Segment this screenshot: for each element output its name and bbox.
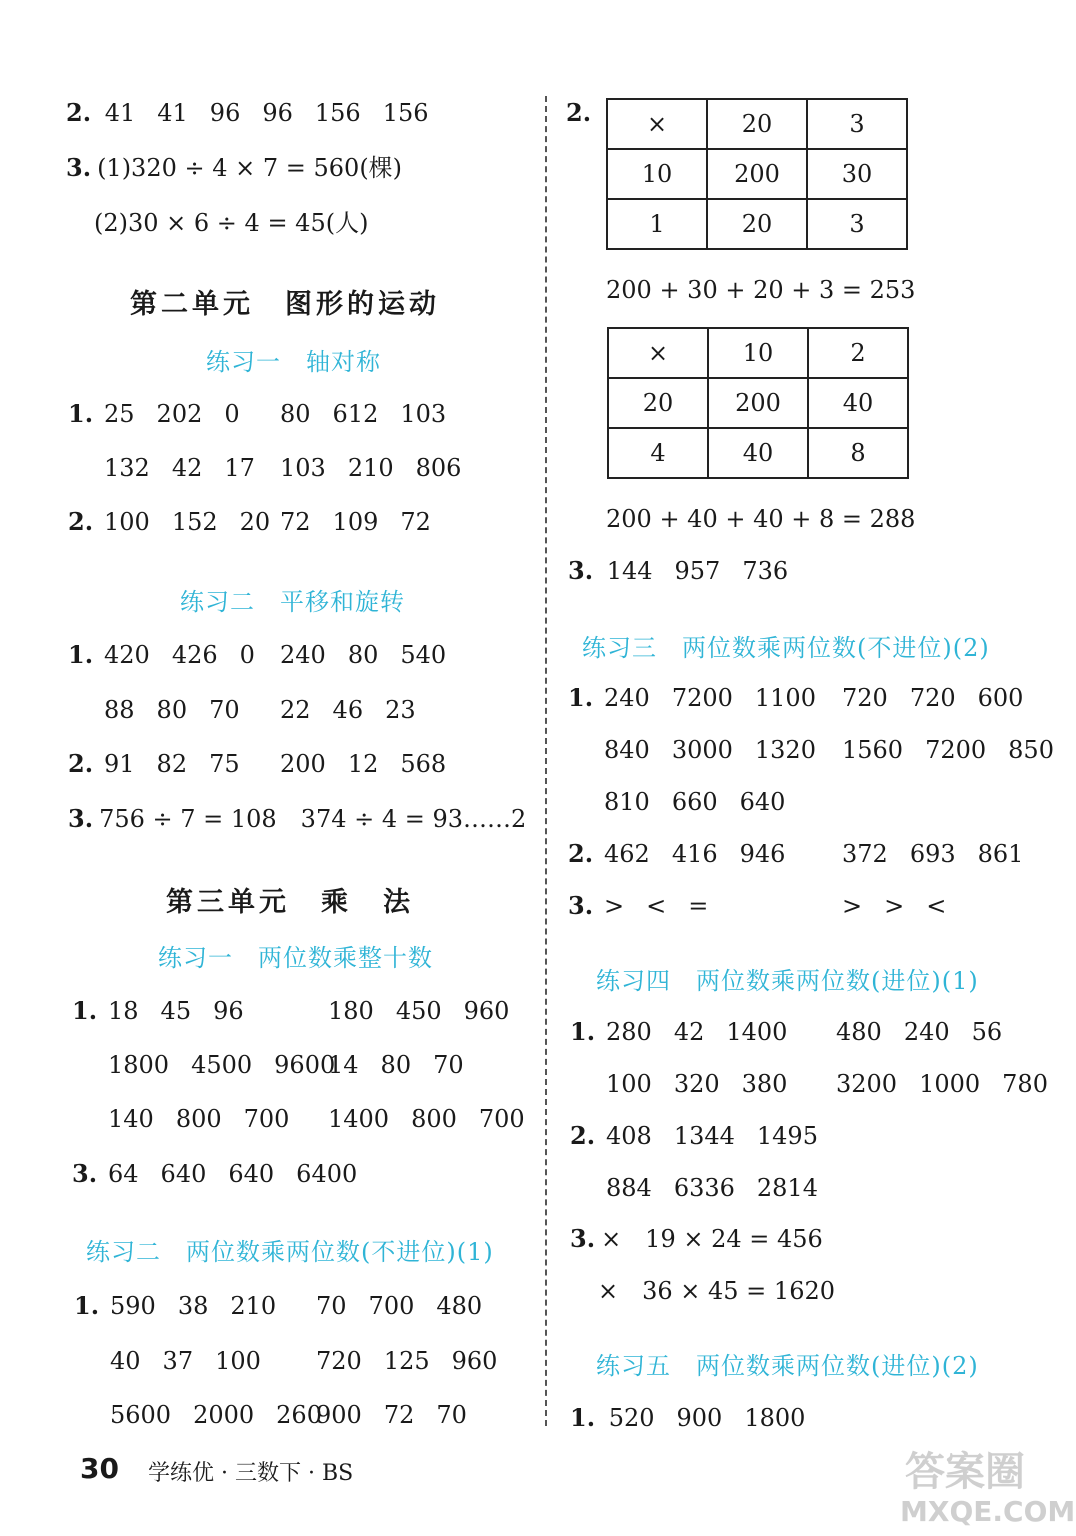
answer-group-b (842, 684, 1045, 712)
answer-value: 568 (400, 750, 447, 778)
answer-value: 200 (280, 750, 326, 778)
answer-value: 22 (280, 696, 311, 724)
answer-group-a (110, 1346, 316, 1376)
table-cell: 20 (707, 99, 807, 149)
answer-value: 100 (104, 508, 150, 536)
table-row (607, 199, 907, 249)
answer-value: 210 (347, 454, 394, 482)
answer-group-b (328, 1105, 547, 1133)
question-number: 1. (72, 996, 98, 1025)
answer-value: 70 (209, 696, 240, 724)
answer-group-b (328, 997, 531, 1025)
table-cell: 40 (708, 428, 808, 478)
answer-row (570, 1173, 836, 1203)
multiplication-table-1 (606, 98, 908, 250)
answer-value: 1800 (744, 1404, 806, 1432)
answer-value: 17 (224, 454, 255, 482)
table-cell: × (608, 328, 708, 378)
u2-section2-q3: 3. 756 ÷ 7 = 108 374 ÷ 4 = 93……2 (68, 804, 527, 833)
answer-value: 80 (347, 641, 379, 669)
answer-group-b (280, 454, 483, 482)
answer-value: 80 (280, 400, 311, 428)
answer-value: 75 (209, 750, 240, 778)
answer-group-a (604, 891, 842, 921)
answer-group-a (104, 749, 280, 779)
answer-group-a (604, 735, 842, 765)
answer-value: 806 (415, 454, 462, 482)
answer-value: 140 (108, 1105, 154, 1133)
table-cell: 2 (808, 328, 908, 378)
equation-1: 200 + 30 + 20 + 3 = 253 (606, 276, 916, 304)
question-number: 1. (68, 399, 94, 428)
answer-group-b (280, 641, 468, 669)
answer-row (74, 1346, 519, 1376)
answer-group-a (104, 507, 280, 537)
answer-value: 100 (215, 1347, 261, 1375)
left-q3-part1: 3. (1)320 ÷ 4 × 7 = 560(棵) (66, 153, 403, 182)
section4-q3-part2: × 36 × 45 = 1620 (598, 1277, 835, 1305)
answer-value: 612 (332, 400, 379, 428)
answer-value: 660 (671, 788, 718, 816)
answer-value: 96 (209, 99, 241, 127)
equation-2: 200 + 40 + 40 + 8 = 288 (606, 505, 916, 533)
answer-value: 25 (104, 400, 135, 428)
answer-group-a (606, 1069, 836, 1099)
answer-value: 700 (368, 1292, 415, 1320)
section4-title: 练习四 两位数乘两位数(进位)(1) (596, 967, 979, 995)
answer-value: 960 (451, 1347, 498, 1375)
answer-row (68, 507, 453, 537)
right-q3: 3. 144 957 736 (568, 556, 789, 585)
answer-value: 408 (606, 1122, 652, 1150)
answer-value: 640 (160, 1160, 207, 1188)
answer-value: 103 (280, 454, 326, 482)
answer-value: 96 (262, 99, 293, 127)
answer-group-b (836, 1070, 1070, 1098)
multiplication-table-2 (607, 327, 909, 479)
answer-value: 91 (104, 750, 135, 778)
answer-value: 82 (156, 750, 188, 778)
answer-value: 280 (606, 1018, 652, 1046)
answer-group-b (836, 1018, 1024, 1046)
answer-group-a (104, 399, 280, 429)
answer-value: 800 (175, 1105, 222, 1133)
answer-value: 18 (108, 997, 139, 1025)
table-cell: 20 (608, 378, 708, 428)
u3-section1-title: 练习一 两位数乘整十数 (158, 944, 433, 972)
answer-value: 861 (977, 840, 1024, 868)
section3-title: 练习三 两位数乘两位数(不进位)(2) (582, 634, 990, 662)
answer-value: 1495 (756, 1122, 818, 1150)
table-row (608, 428, 908, 478)
answer-value: 210 (230, 1292, 277, 1320)
answer-value: 4500 (191, 1051, 253, 1079)
answer-group-b (280, 750, 468, 778)
answer-group-a (108, 1050, 336, 1080)
answer-value: 144 (606, 557, 653, 585)
answer-value: 720 (842, 684, 888, 712)
answer-value: 38 (177, 1292, 209, 1320)
answer-value: 42 (171, 454, 203, 482)
answer-value: 0 (224, 400, 240, 428)
answer-group-a (104, 695, 280, 725)
answer-value: 320 (673, 1070, 720, 1098)
unit2-title: 第二单元 图形的运动 (130, 289, 440, 320)
answer-value: 1000 (919, 1070, 981, 1098)
answer-value: 45 (160, 997, 192, 1025)
table-cell: 40 (808, 378, 908, 428)
answer-value: 380 (741, 1070, 788, 1098)
answer-value: 103 (400, 400, 447, 428)
answer-group-b (328, 1051, 486, 1079)
answer-value: 20 (239, 508, 271, 536)
answer-value: 72 (400, 508, 431, 536)
answer-group-a (606, 1121, 836, 1151)
answer-row (570, 1069, 1070, 1099)
answer-value: 2814 (756, 1174, 818, 1202)
book-title: 学练优 · 三数下 · BS (148, 1461, 354, 1486)
answer-value: 80 (156, 696, 188, 724)
question-number: 1. (570, 1017, 596, 1046)
answer-value: 9600 (274, 1051, 336, 1079)
answer-group-a (606, 1017, 836, 1047)
answer-value: 450 (395, 997, 442, 1025)
answer-value: 780 (1002, 1070, 1048, 1098)
answer-value: 70 (316, 1292, 347, 1320)
answer-value: 1344 (673, 1122, 735, 1150)
u2-section1-title: 练习一 轴对称 (206, 348, 381, 376)
answer-value: 900 (676, 1404, 723, 1432)
answer-value: 41 (104, 99, 136, 127)
answer-value: 42 (673, 1018, 705, 1046)
answer-group-a (604, 787, 842, 817)
answer-row (74, 1400, 489, 1430)
answer-value: 260 (276, 1401, 322, 1429)
answer-value: 720 (316, 1347, 362, 1375)
answer-value: 736 (742, 557, 789, 585)
answer-value: 462 (604, 840, 650, 868)
table-cell: × (607, 99, 707, 149)
page-number: 30 (80, 1452, 119, 1485)
answer-group-a (110, 1400, 322, 1430)
answer-value: 1100 (754, 684, 816, 712)
answer-value: 37 (162, 1347, 194, 1375)
answer-value: < (646, 892, 667, 920)
answer-row (570, 1121, 836, 1151)
answer-group-b (280, 400, 468, 428)
answer-row (72, 996, 531, 1026)
answer-row (568, 891, 968, 921)
answer-group-b (280, 508, 453, 536)
answer-value: 372 (842, 840, 888, 868)
u3-section2-title: 练习二 两位数乘两位数(不进位)(1) (86, 1238, 494, 1266)
answer-group-b (316, 1292, 504, 1320)
answer-value: 640 (739, 788, 786, 816)
answer-value: 70 (433, 1051, 464, 1079)
table-cell: 10 (607, 149, 707, 199)
answer-value: 7200 (671, 684, 733, 712)
answer-row (68, 453, 483, 483)
answer-value: 540 (400, 641, 447, 669)
answer-value: 14 (328, 1051, 359, 1079)
answer-row (568, 839, 1045, 869)
answer-value: 70 (436, 1401, 467, 1429)
question-number: 2. (68, 507, 94, 536)
u2-section2-title: 练习二 平移和旋转 (180, 588, 405, 616)
answer-value: 109 (332, 508, 379, 536)
answer-value: 41 (157, 99, 188, 127)
answer-value: = (688, 892, 709, 920)
answer-value: 156 (314, 99, 361, 127)
answer-row (74, 1291, 504, 1321)
answer-value: 3200 (836, 1070, 898, 1098)
question-number: 1. (74, 1291, 100, 1320)
section4-q3-part1: 3. × 19 × 24 = 456 (570, 1224, 823, 1253)
answer-value: 420 (104, 641, 150, 669)
section5-q1: 1. 520 900 1800 (570, 1403, 806, 1432)
table-cell: 30 (807, 149, 907, 199)
table-row (608, 378, 908, 428)
answer-value: 600 (977, 684, 1024, 712)
answer-value: 480 (836, 1018, 882, 1046)
answer-value: 426 (171, 641, 218, 669)
table-cell: 4 (608, 428, 708, 478)
question-number: 1. (568, 683, 594, 712)
answer-value: 693 (909, 840, 956, 868)
answer-value: 72 (383, 1401, 415, 1429)
answer-group-b (316, 1347, 519, 1375)
answer-value: 480 (436, 1292, 483, 1320)
unit3-title: 第三单元 乘 法 (166, 887, 414, 918)
answer-row (568, 683, 1045, 713)
answer-value: 5600 (110, 1401, 172, 1429)
answer-value: 1400 (726, 1018, 788, 1046)
question-number: 3. (72, 1159, 98, 1188)
answer-value: 1400 (328, 1105, 390, 1133)
watermark-url: MXQE.COM (900, 1495, 1076, 1528)
table-cell: 200 (708, 378, 808, 428)
answer-group-b (842, 840, 1045, 868)
answer-value: 957 (674, 557, 721, 585)
answer-group-a (104, 453, 280, 483)
answer-group-a (110, 1291, 316, 1321)
answer-value: 3000 (671, 736, 733, 764)
answer-value: 946 (739, 840, 786, 868)
column-divider (545, 96, 547, 1426)
answer-value: > (604, 892, 625, 920)
answer-group-b (842, 736, 1076, 764)
answer-value: 7200 (925, 736, 987, 764)
answer-value: 88 (104, 696, 135, 724)
table-cell: 20 (707, 199, 807, 249)
answer-value: < (926, 892, 947, 920)
answer-group-a (108, 1104, 328, 1134)
answer-value: 125 (383, 1347, 430, 1375)
question-number: 2. (68, 749, 94, 778)
section5-title: 练习五 两位数乘两位数(进位)(2) (596, 1352, 979, 1380)
table-cell: 3 (807, 99, 907, 149)
left-q2: 2. 41 41 96 96 156 156 (66, 98, 429, 127)
table-cell: 3 (807, 199, 907, 249)
answer-value: 800 (411, 1105, 457, 1133)
answer-value: 700 (478, 1105, 525, 1133)
answer-value: 960 (463, 997, 510, 1025)
answer-row (72, 1050, 486, 1080)
question-number: 1. (68, 640, 94, 669)
answer-group-a (606, 1173, 836, 1203)
answer-value: 2000 (193, 1401, 255, 1429)
answer-value: 56 (971, 1018, 1003, 1046)
answer-group-a (108, 1159, 358, 1189)
answer-value: 96 (213, 997, 244, 1025)
answer-value: 180 (328, 997, 374, 1025)
answer-value: 884 (606, 1174, 652, 1202)
answer-row (568, 787, 842, 817)
answer-group-b (316, 1401, 489, 1429)
answer-group-a (104, 640, 280, 670)
answer-value: 80 (380, 1051, 412, 1079)
answer-group-a (604, 683, 842, 713)
answer-value: 64 (108, 1160, 139, 1188)
answer-value: 72 (280, 508, 311, 536)
answer-value: 23 (385, 696, 416, 724)
answer-value: 850 (1008, 736, 1054, 764)
question-number: 2. (570, 1121, 596, 1150)
answer-group-b (842, 892, 968, 920)
answer-value: 132 (104, 454, 150, 482)
answer-value: 1320 (754, 736, 816, 764)
answer-value: 640 (228, 1160, 275, 1188)
answer-value: 700 (243, 1105, 290, 1133)
answer-value: 240 (604, 684, 650, 712)
answer-group-b (280, 696, 438, 724)
answer-value: 720 (909, 684, 956, 712)
question-number: 3. (568, 891, 594, 920)
question-number: 2. (568, 839, 594, 868)
answer-group-a (604, 839, 842, 869)
answer-value: 156 (382, 99, 429, 127)
answer-row (68, 640, 468, 670)
answer-value: > (842, 892, 863, 920)
table-cell: 1 (607, 199, 707, 249)
answer-value: 202 (156, 400, 203, 428)
answer-group-a (108, 996, 328, 1026)
answer-row (68, 749, 468, 779)
answer-value: 100 (606, 1070, 652, 1098)
answer-value: 590 (110, 1292, 156, 1320)
answer-value: 810 (604, 788, 650, 816)
table-row (608, 328, 908, 378)
answer-value: 900 (316, 1401, 362, 1429)
table-row (607, 149, 907, 199)
answer-value: 240 (903, 1018, 950, 1046)
answer-row (568, 735, 1076, 765)
answer-value: 12 (347, 750, 379, 778)
answer-row (570, 1017, 1024, 1047)
answer-value: 40 (110, 1347, 141, 1375)
table-cell: 10 (708, 328, 808, 378)
answer-value: 6400 (296, 1160, 358, 1188)
answer-value: 240 (280, 641, 326, 669)
left-q3-part2: (2)30 × 6 ÷ 4 = 45(人) (94, 209, 369, 237)
answer-value: 0 (239, 641, 255, 669)
answer-row (68, 399, 468, 429)
answer-value: 416 (671, 840, 718, 868)
answer-value: 1800 (108, 1051, 170, 1079)
table-cell: 8 (808, 428, 908, 478)
answer-value: 46 (332, 696, 364, 724)
answer-row (72, 1159, 358, 1189)
answer-value: 1560 (842, 736, 904, 764)
answer-value: 152 (171, 508, 218, 536)
table-row (607, 99, 907, 149)
answer-value: > (884, 892, 905, 920)
answer-row (68, 695, 438, 725)
answer-value: 6336 (673, 1174, 735, 1202)
answer-row (72, 1104, 547, 1134)
answer-value: 520 (608, 1404, 655, 1432)
watermark-logo: 答案圈 (905, 1449, 1025, 1495)
answer-value: 840 (604, 736, 650, 764)
right-q2-number: 2. (566, 98, 592, 127)
table-cell: 200 (707, 149, 807, 199)
